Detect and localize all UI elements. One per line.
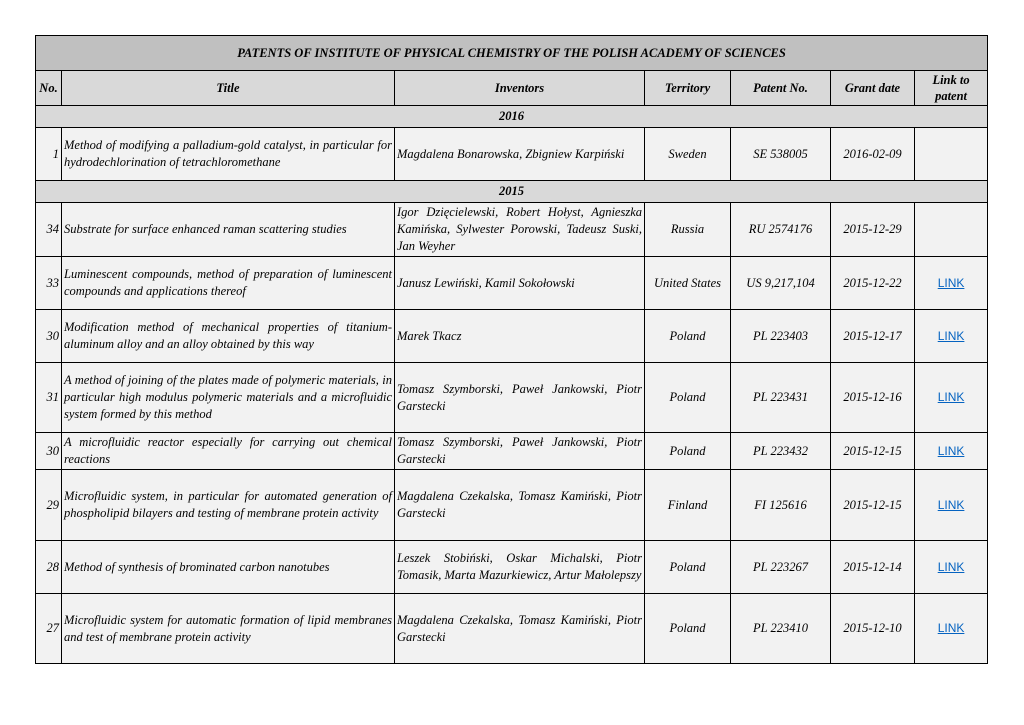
patent-territory: Poland [645, 594, 731, 664]
patent-inventors: Janusz Lewiński, Kamil Sokołowski [395, 257, 645, 310]
patent-inventors: Leszek Stobiński, Oskar Michalski, Piotr Tomasik, Marta Mazurkiewicz, Artur Małolepszy [395, 541, 645, 594]
row-number: 29 [36, 470, 62, 541]
patent-title: Method of synthesis of brominated carbon nanotubes [62, 541, 395, 594]
patent-grant-date: 2015-12-29 [831, 203, 915, 257]
patent-grant-date: 2015-12-14 [831, 541, 915, 594]
col-header-link: Link to patent [915, 71, 988, 106]
patent-link-cell [915, 310, 988, 363]
patent-title: Microfluidic system, in particular for automated generation of phospholipid bilayers and testing of membrane protein activity [62, 470, 395, 541]
patent-grant-date: 2015-12-10 [831, 594, 915, 664]
row-number: 30 [36, 310, 62, 363]
patent-grant-date: 2016-02-09 [831, 128, 915, 181]
row-number: 31 [36, 363, 62, 433]
patent-title: A microfluidic reactor especially for carrying out chemical reactions [62, 433, 395, 470]
patent-number: PL 223410 [731, 594, 831, 664]
patent-title: Method of modifying a palladium-gold catalyst, in particular for hydrodechlorination of tetrachloromethane [62, 128, 395, 181]
patent-link[interactable]: LINK [937, 275, 965, 290]
patent-title: A method of joining of the plates made of polymeric materials, in particular high modulus polymeric materials and a microfluidic system formed by this method [62, 363, 395, 433]
patent-link-cell [915, 128, 988, 181]
patent-inventors: Igor Dzięcielewski, Robert Hołyst, Agnieszka Kamińska, Sylwester Porowski, Tadeusz Suski, Jan Weyher [395, 203, 645, 257]
col-header-no: No. [36, 71, 62, 106]
patent-territory: United States [645, 257, 731, 310]
table-header-row [36, 71, 988, 106]
patent-link-cell [915, 203, 988, 257]
col-header-grant-date: Grant date [831, 71, 915, 106]
year-row-2016 [36, 106, 988, 128]
patent-title: Luminescent compounds, method of preparation of luminescent compounds and applications thereof [62, 257, 395, 310]
patent-grant-date: 2015-12-17 [831, 310, 915, 363]
patent-link-cell [915, 433, 988, 470]
patent-grant-date: 2015-12-16 [831, 363, 915, 433]
patent-link[interactable]: LINK [937, 443, 965, 458]
patent-grant-date: 2015-12-22 [831, 257, 915, 310]
patent-grant-date: 2015-12-15 [831, 470, 915, 541]
patent-inventors: Tomasz Szymborski, Paweł Jankowski, Piotr Garstecki [395, 433, 645, 470]
patent-territory: Poland [645, 433, 731, 470]
year-label: 2016 [36, 106, 988, 128]
patent-number: RU 2574176 [731, 203, 831, 257]
patent-number: US 9,217,104 [731, 257, 831, 310]
table-row [36, 433, 988, 470]
patent-territory: Finland [645, 470, 731, 541]
year-row-2015 [36, 181, 988, 203]
patent-link-cell [915, 257, 988, 310]
patent-number: FI 125616 [731, 470, 831, 541]
patent-link-cell [915, 541, 988, 594]
table-row [36, 363, 988, 433]
patent-link[interactable]: LINK [937, 497, 965, 512]
patent-link[interactable]: LINK [937, 559, 965, 574]
patent-number: PL 223432 [731, 433, 831, 470]
table-row [36, 541, 988, 594]
col-header-title: Title [62, 71, 395, 106]
table-banner-row [36, 36, 988, 71]
patent-territory: Poland [645, 541, 731, 594]
patent-link[interactable]: LINK [937, 390, 965, 404]
patent-inventors: Magdalena Czekalska, Tomasz Kamiński, Piotr Garstecki [395, 470, 645, 541]
col-header-inventors: Inventors [395, 71, 645, 106]
col-header-patent-no: Patent No. [731, 71, 831, 106]
row-number: 1 [36, 128, 62, 181]
table-title: PATENTS OF INSTITUTE OF PHYSICAL CHEMISTRY OF THE POLISH ACADEMY OF SCIENCES [36, 36, 988, 71]
patent-number: PL 223267 [731, 541, 831, 594]
patent-link-cell [915, 363, 988, 433]
patent-inventors: Tomasz Szymborski, Paweł Jankowski, Piotr Garstecki [395, 363, 645, 433]
patent-title: Substrate for surface enhanced raman scattering studies [62, 203, 395, 257]
table-row [36, 128, 988, 181]
patent-title: Modification method of mechanical properties of titanium-aluminum alloy and an alloy obtained by this way [62, 310, 395, 363]
year-label: 2015 [36, 181, 988, 203]
patent-inventors: Magdalena Bonarowska, Zbigniew Karpiński [395, 128, 645, 181]
patent-number: PL 223403 [731, 310, 831, 363]
table-row [36, 310, 988, 363]
row-number: 33 [36, 257, 62, 310]
patents-table [35, 35, 988, 664]
row-number: 34 [36, 203, 62, 257]
patent-territory: Sweden [645, 128, 731, 181]
patent-inventors: Magdalena Czekalska, Tomasz Kamiński, Piotr Garstecki [395, 594, 645, 664]
patent-territory: Russia [645, 203, 731, 257]
col-header-territory: Territory [645, 71, 731, 106]
patent-link[interactable]: LINK [937, 328, 965, 343]
table-row [36, 257, 988, 310]
patent-territory: Poland [645, 363, 731, 433]
table-row [36, 594, 988, 664]
patent-link[interactable]: LINK [937, 621, 965, 635]
row-number: 28 [36, 541, 62, 594]
patent-inventors: Marek Tkacz [395, 310, 645, 363]
patent-link-cell [915, 470, 988, 541]
table-row [36, 470, 988, 541]
table-row [36, 203, 988, 257]
row-number: 27 [36, 594, 62, 664]
patent-number: PL 223431 [731, 363, 831, 433]
patent-link-cell [915, 594, 988, 664]
patent-territory: Poland [645, 310, 731, 363]
patent-number: SE 538005 [731, 128, 831, 181]
row-number: 30 [36, 433, 62, 470]
patent-grant-date: 2015-12-15 [831, 433, 915, 470]
patent-title: Microfluidic system for automatic formation of lipid membranes and test of membrane protein activity [62, 594, 395, 664]
